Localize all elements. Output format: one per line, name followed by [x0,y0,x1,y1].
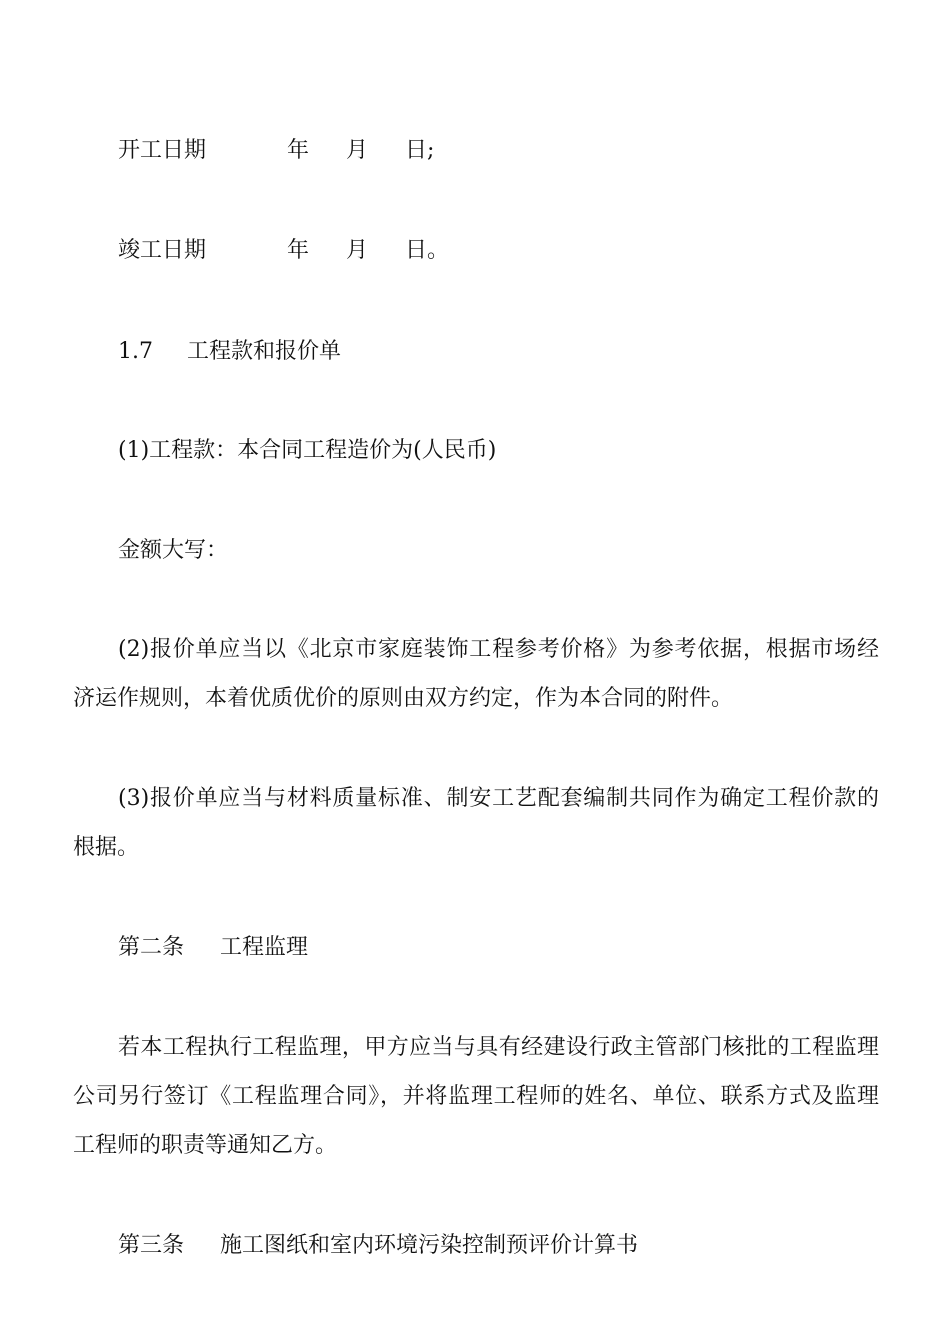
article-2-number: 第二条 [118,935,185,960]
completion-month-unit: 月 [346,238,369,263]
start-day-unit: 日; [405,138,435,163]
amount-in-words-label: 金额大写： [118,538,229,563]
section-1-7-heading [118,341,879,363]
quotation-standard-line-1: (3)报价单应当与材料质量标准、制安工艺配套编制共同作为确定工程价款的 [118,786,879,811]
quotation-standard-line-2: 根据。 [73,835,140,860]
article-2-text-line-1: 若本工程执行工程监理，甲方应当与具有经建设行政主管部门核批的工程监理 [118,1035,879,1060]
quotation-basis-line-1: (2)报价单应当以《北京市家庭装饰工程参考价格》为参考依据，根据市场经 [118,637,879,662]
quotation-basis-line-2: 济运作规则，本着优质优价的原则由双方约定，作为本合同的附件。 [73,686,734,711]
article-2-title: 工程监理 [220,935,309,960]
start-date-label: 开工日期 [118,138,207,163]
article-3-title: 施工图纸和室内环境污染控制预评价计算书 [220,1233,639,1258]
article-2-text-line-3: 工程师的职责等通知乙方。 [73,1133,338,1158]
section-number: 1.7 [118,339,153,364]
contract-price-line: (1)工程款：本合同工程造价为(人民币) [118,438,497,463]
completion-year-unit: 年 [287,238,310,263]
completion-day-unit: 日。 [405,238,450,263]
start-date-line [118,140,879,162]
start-year-unit: 年 [287,138,310,163]
section-title: 工程款和报价单 [187,339,342,364]
completion-date-line [118,240,879,262]
article-2-text-line-2: 公司另行签订《工程监理合同》，并将监理工程师的姓名、单位、联系方式及监理 [73,1084,879,1109]
article-3-heading [118,1235,879,1257]
start-month-unit: 月 [346,138,369,163]
article-2-heading [118,937,879,959]
article-3-number: 第三条 [118,1233,185,1258]
completion-date-label: 竣工日期 [118,238,207,263]
